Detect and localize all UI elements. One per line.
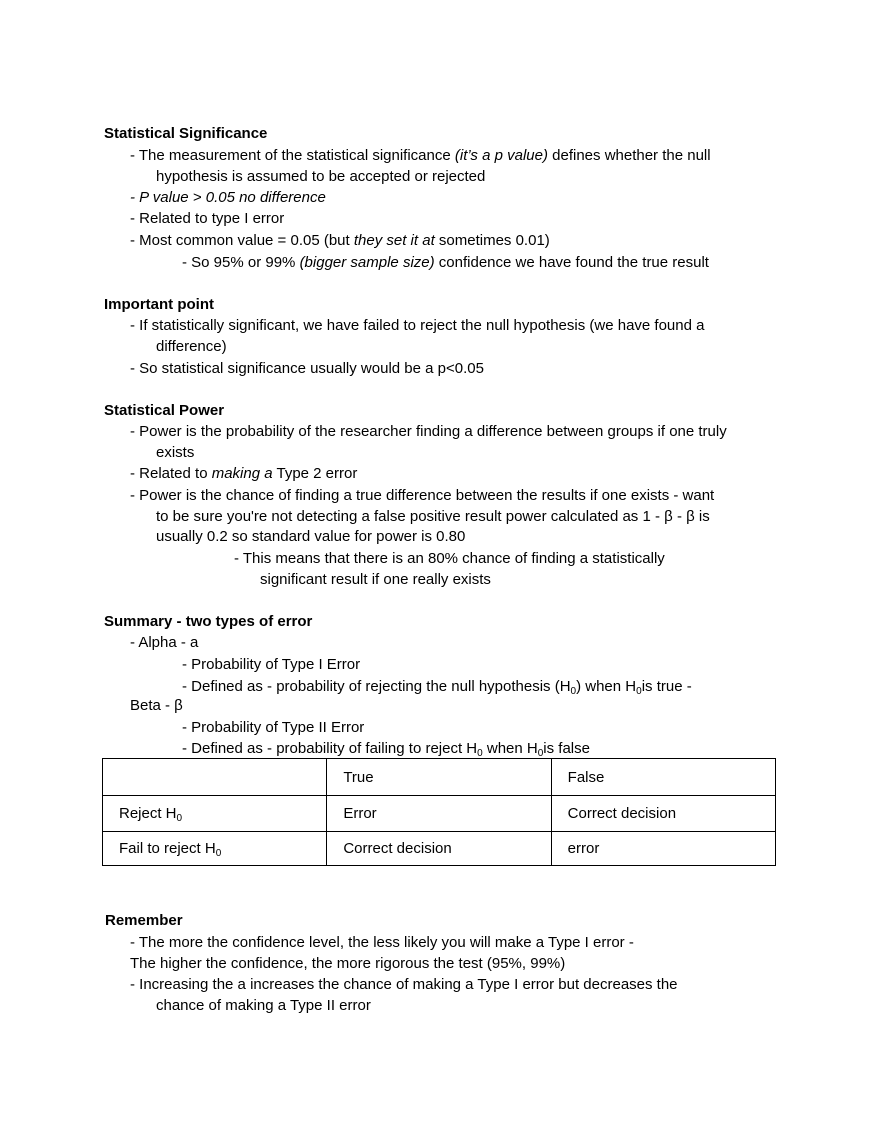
imp-line-1: - If statistically significant, we have failed to reject the null hypothesis (we have found a [130, 317, 705, 334]
imp-line-2: difference) [156, 338, 227, 355]
table-cell: Correct decision [327, 832, 551, 866]
sig-line-4: - Related to type I error [130, 210, 285, 227]
heading-important-point: Important point [104, 296, 214, 313]
table-row [103, 832, 776, 866]
sig-line-3: - P value > 0.05 no difference [130, 189, 326, 206]
power-line-6: usually 0.2 so standard value for power is 0.80 [156, 528, 466, 545]
table-row-label-fail-to-reject: Fail to reject $H_0$ [103, 832, 327, 866]
heading-remember: Remember [105, 912, 183, 929]
heading-statistical-power: Statistical Power [104, 402, 225, 419]
table-header-true: True [327, 759, 551, 796]
table-row-label-reject: Reject $H_0$ [103, 796, 327, 832]
sig-line-2: hypothesis is assumed to be accepted or rejected [156, 168, 486, 185]
remember-line-1: - The more the confidence level, the less likely you will make a Type I error - [130, 934, 634, 951]
imp-line-3: - So statistical significance usually would be a p<0.05 [130, 360, 484, 377]
remember-line-4: chance of making a Type II error [156, 997, 371, 1014]
table-cell: Correct decision [551, 796, 775, 832]
remember-line-3: - Increasing the a increases the chance of making a Type I error but decreases the [130, 976, 678, 993]
error-types-table [102, 758, 776, 866]
power-line-5: to be sure you're not detecting a false positive result power calculated as 1 - β - β is [156, 508, 710, 525]
power-line-1: - Power is the probability of the researcher finding a difference between groups if one truly [130, 423, 727, 440]
summary-line-3: - Defined as - probability of rejecting the null hypothesis $(H_0)$ when $H_0is$ true - [182, 678, 692, 697]
summary-line-4: Beta - β [130, 697, 183, 714]
summary-line-6: - Defined as - probability of failing to reject $H_0$ when $H_0is$ false [182, 740, 590, 759]
sig-line-1: - The measurement of the statistical significance (it’s a p value) defines whether the null [130, 147, 711, 164]
power-line-8: significant result if one really exists [260, 571, 491, 588]
summary-line-1: - Alpha - a [130, 634, 199, 651]
table-header-false: False [551, 759, 775, 796]
power-line-7: - This means that there is an 80% chance of finding a statistically [234, 550, 665, 567]
table-cell: error [551, 832, 775, 866]
heading-statistical-significance: Statistical Significance [104, 125, 268, 142]
table-header-row [103, 759, 776, 796]
summary-line-5: - Probability of Type II Error [182, 719, 365, 736]
sig-line-6: - So 95% or 99% (bigger sample size) confidence we have found the true result [182, 254, 709, 271]
sig-line-5: - Most common value = 0.05 (but they set it at sometimes 0.01) [130, 232, 550, 249]
summary-line-2: - Probability of Type I Error [182, 656, 361, 673]
power-line-3: - Related to making a Type 2 error [130, 465, 358, 482]
table-row [103, 796, 776, 832]
power-line-4: - Power is the chance of finding a true difference between the results if one exists - want [130, 487, 715, 504]
power-line-2: exists [156, 444, 195, 461]
table-header-empty [103, 759, 327, 796]
table-cell: Error [327, 796, 551, 832]
heading-summary: Summary - two types of error [104, 613, 313, 630]
remember-line-2: The higher the confidence, the more rigorous the test (95%, 99%) [130, 955, 566, 972]
